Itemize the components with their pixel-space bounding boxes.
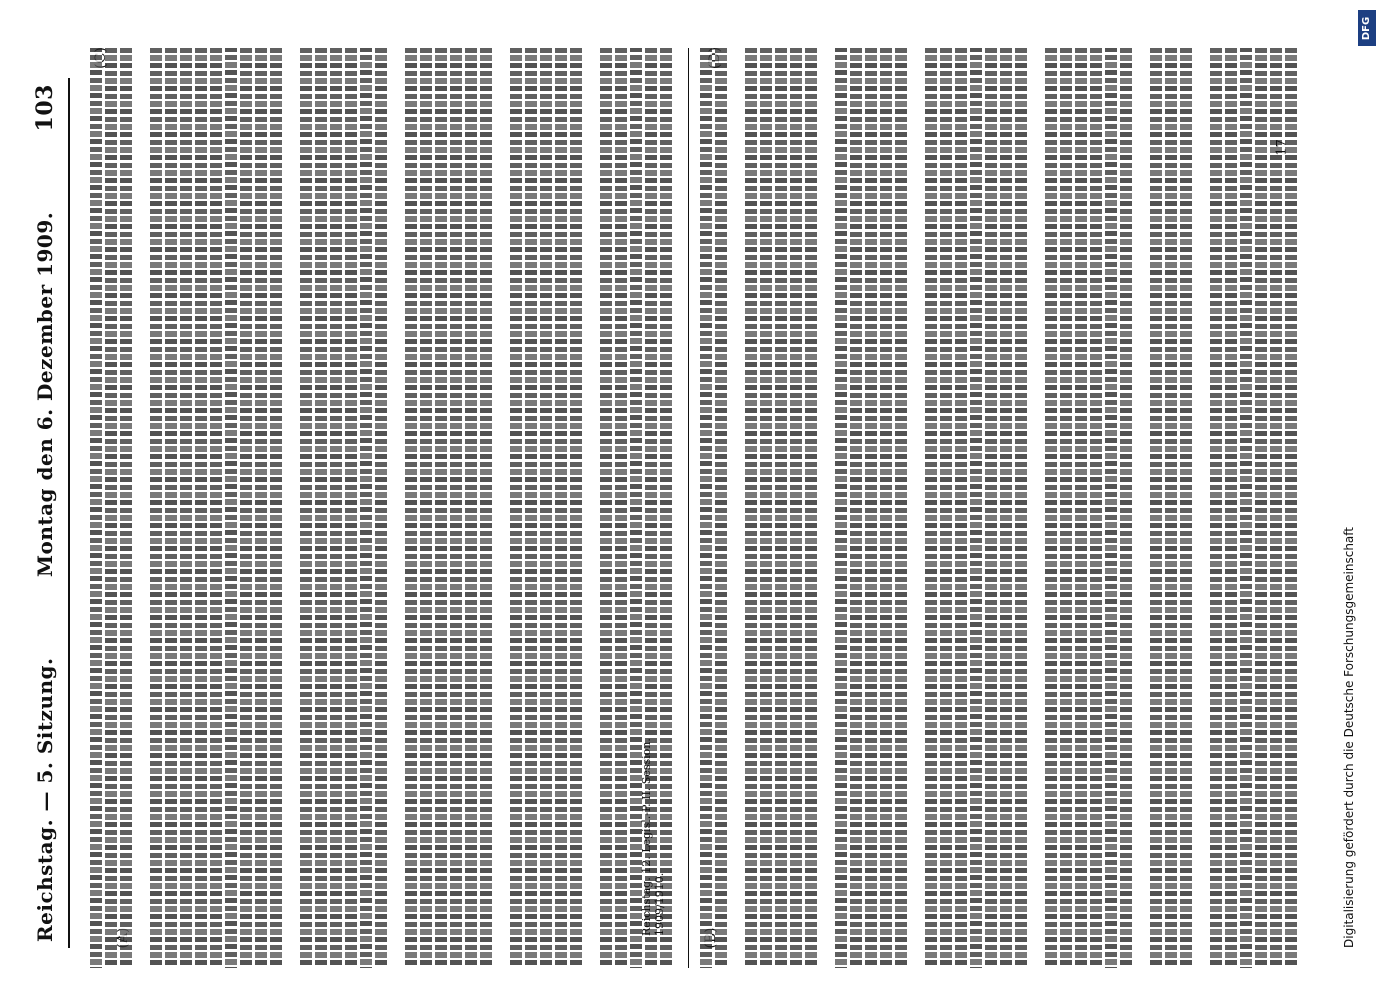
text-line <box>270 48 282 968</box>
text-line <box>1015 48 1027 968</box>
text-line <box>1240 48 1252 968</box>
text-line <box>835 48 847 968</box>
text-line <box>465 48 477 968</box>
text-line <box>570 48 582 968</box>
text-line <box>895 48 907 968</box>
text-line <box>435 48 447 968</box>
text-line <box>285 48 297 968</box>
text-line <box>880 48 892 968</box>
text-line <box>150 48 162 968</box>
text-line <box>955 48 967 968</box>
text-column-left <box>90 48 680 968</box>
text-line <box>330 48 342 968</box>
text-line <box>865 48 877 968</box>
text-line <box>1060 48 1072 968</box>
text-line <box>1150 48 1162 968</box>
text-line <box>1255 48 1267 968</box>
text-line <box>555 48 567 968</box>
text-line <box>90 48 102 968</box>
text-line <box>105 48 117 968</box>
text-line <box>1210 48 1222 968</box>
text-line <box>745 48 757 968</box>
text-line <box>180 48 192 968</box>
column-lines-right <box>700 48 1310 968</box>
header-left: Reichstag. — 5. Sitzung. <box>33 657 57 942</box>
text-line <box>345 48 357 968</box>
text-line <box>660 48 672 968</box>
text-line <box>585 48 597 968</box>
text-line <box>240 48 252 968</box>
bottom-page-marker: 17 <box>1274 139 1290 156</box>
text-line <box>255 48 267 968</box>
text-line <box>1105 48 1117 968</box>
text-line <box>510 48 522 968</box>
text-line <box>940 48 952 968</box>
text-line <box>225 48 237 968</box>
text-line <box>910 48 922 968</box>
column-divider <box>688 48 689 968</box>
text-line <box>600 48 612 968</box>
text-line <box>925 48 937 968</box>
text-line <box>790 48 802 968</box>
text-line <box>1030 48 1042 968</box>
text-line <box>315 48 327 968</box>
text-line <box>1075 48 1087 968</box>
text-line <box>820 48 832 968</box>
text-line <box>135 48 147 968</box>
text-line <box>405 48 417 968</box>
text-line <box>480 48 492 968</box>
text-line <box>615 48 627 968</box>
page-header <box>22 78 70 948</box>
text-line <box>450 48 462 968</box>
text-line <box>985 48 997 968</box>
digitization-credit <box>1338 48 1360 948</box>
text-line <box>300 48 312 968</box>
text-line <box>775 48 787 968</box>
page-number: 103 <box>32 84 58 132</box>
dfg-logo: DFG <box>1358 10 1376 46</box>
text-line <box>805 48 817 968</box>
text-line <box>540 48 552 968</box>
text-line <box>1195 48 1207 968</box>
text-line <box>1120 48 1132 968</box>
text-line <box>1090 48 1102 968</box>
text-line <box>210 48 222 968</box>
text-line <box>1045 48 1057 968</box>
text-line <box>1000 48 1012 968</box>
text-line <box>1270 48 1282 968</box>
text-line <box>525 48 537 968</box>
session-note: Reichstag. 12. Legisl.-P. II. Session. 1909/1910. <box>640 738 666 936</box>
text-line <box>715 48 727 968</box>
text-line <box>1285 48 1297 968</box>
text-line <box>360 48 372 968</box>
text-line <box>165 48 177 968</box>
credit-text: Digitalisierung gefördert durch die Deutsche Forschungsgemeinschaft <box>1342 526 1356 948</box>
text-line <box>420 48 432 968</box>
column-lines-left <box>90 48 680 968</box>
text-line <box>1135 48 1147 968</box>
text-line <box>375 48 387 968</box>
text-line <box>390 48 402 968</box>
text-line <box>970 48 982 968</box>
header-center: Montag den 6. Dezember 1909. <box>33 211 57 578</box>
text-line <box>730 48 742 968</box>
text-line <box>495 48 507 968</box>
text-line <box>195 48 207 968</box>
text-line <box>120 48 132 968</box>
text-line <box>850 48 862 968</box>
text-line <box>1180 48 1192 968</box>
text-line <box>1225 48 1237 968</box>
text-line <box>1165 48 1177 968</box>
text-column-right <box>700 48 1310 968</box>
text-line <box>700 48 712 968</box>
text-line <box>760 48 772 968</box>
